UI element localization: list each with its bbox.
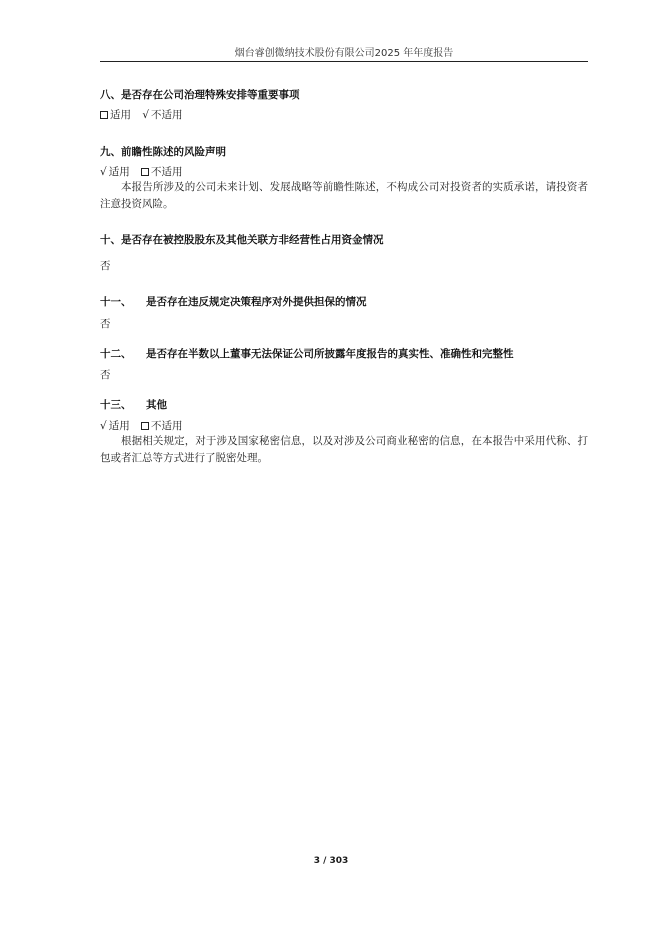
section-13-number: 十三、 [100,399,132,411]
section-9-title: 九、前瞻性陈述的风险声明 [100,146,226,158]
page-number: 3 / 303 [313,856,349,866]
option-not-applicable [141,418,183,433]
option-applicable-label: 适用 [108,420,130,432]
section-11-heading: 是否存在违反规定决策程序对外提供担保的情况 [146,296,367,308]
section-13-heading: 其他 [146,399,167,411]
section-10-title: 十、是否存在被控股股东及其他关联方非经营性占用资金情况 [100,234,384,246]
section-13-options [100,418,191,433]
section-12-answer: 否 [100,369,111,381]
checkmark-icon: √ [100,420,107,432]
section-12-title [100,346,514,361]
checkmark-icon: √ [142,109,150,121]
checkmark-icon: √ [100,166,107,178]
section-11-number: 十一、 [100,296,132,308]
option-applicable-label: 适用 [108,166,130,178]
section-9-options [100,164,191,179]
option-applicable-label: 适用 [110,109,131,121]
section-12-heading: 是否存在半数以上董事无法保证公司所披露年度报告的真实性、准确性和完整性 [146,348,514,360]
section-10-answer: 否 [100,260,111,272]
checkbox-empty-icon [141,168,149,176]
header-divider [100,61,588,62]
option-applicable [100,164,130,179]
option-applicable [100,418,130,433]
section-11-title [100,294,367,309]
section-11-answer: 否 [100,318,111,330]
section-9-body: 本报告所涉及的公司未来计划、发展战略等前瞻性陈述，不构成公司对投资者的实质承诺，请投资者注意投资风险。 [100,181,588,210]
page-header: 烟台睿创微纳技术股份有限公司2025 年年度报告 [234,48,454,59]
checkbox-empty-icon [100,111,108,119]
option-not-applicable [141,164,183,179]
option-not-applicable [142,107,182,122]
section-13-body: 根据相关规定，对于涉及国家秘密信息，以及对涉及公司商业秘密的信息，在本报告中采用代称、打包或者汇总等方式进行了脱密处理。 [100,435,588,464]
section-12-number: 十二、 [100,348,132,360]
option-applicable [100,107,131,122]
checkbox-empty-icon [141,422,149,430]
option-not-applicable-label: 不适用 [151,420,183,432]
section-8-title: 八、是否存在公司治理特殊安排等重要事项 [100,89,300,101]
option-not-applicable-label: 不适用 [151,109,183,121]
section-13-title [100,397,167,412]
option-not-applicable-label: 不适用 [151,166,183,178]
section-8-options [100,107,191,122]
